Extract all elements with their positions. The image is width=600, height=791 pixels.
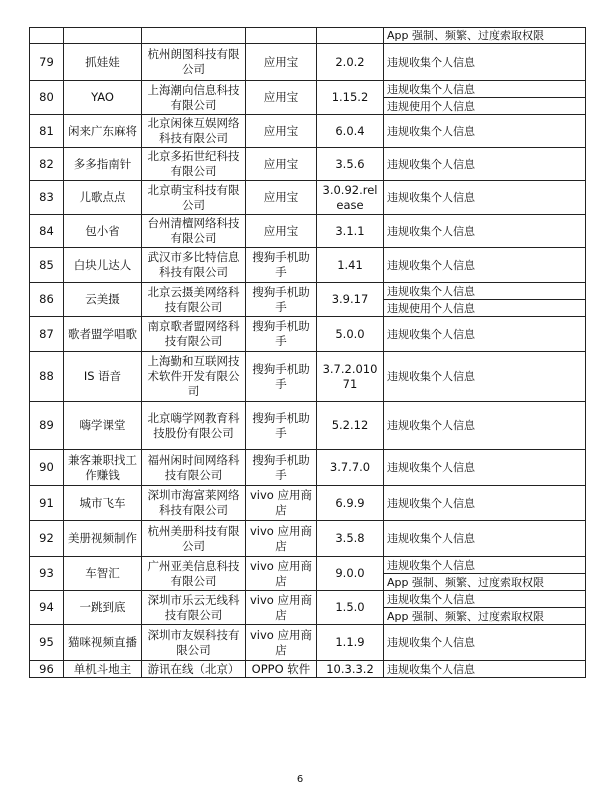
app-name: 城市飞车 <box>64 486 142 521</box>
table-row <box>30 44 586 81</box>
developer-name: 北京闲徕互娱网络科技有限公司 <box>142 115 246 148</box>
developer-name: 北京多拓世纪科技有限公司 <box>142 148 246 181</box>
row-number: 90 <box>30 450 64 486</box>
app-name <box>64 28 142 44</box>
app-store: 搜狗手机助手 <box>246 402 317 450</box>
row-number: 88 <box>30 352 64 402</box>
app-version: 6.0.4 <box>317 115 384 148</box>
app-name: 兼客兼职找工作赚钱 <box>64 450 142 486</box>
app-store: 应用宝 <box>246 148 317 181</box>
violation-issue: 违规收集个人信息 <box>384 450 586 486</box>
app-name: YAO <box>64 81 142 115</box>
app-store <box>246 28 317 44</box>
app-name: 歌者盟学唱歌 <box>64 317 142 352</box>
app-name: 美册视频制作 <box>64 521 142 557</box>
app-store: 应用宝 <box>246 181 317 215</box>
row-number: 82 <box>30 148 64 181</box>
app-store: 搜狗手机助手 <box>246 248 317 283</box>
app-store: vivo 应用商店 <box>246 486 317 521</box>
app-name: IS 语音 <box>64 352 142 402</box>
app-name: 白块儿达人 <box>64 248 142 283</box>
developer-name: 游讯在线（北京） <box>142 661 246 678</box>
app-violation-table <box>29 27 586 678</box>
app-name: 闲来广东麻将 <box>64 115 142 148</box>
app-version: 2.0.2 <box>317 44 384 81</box>
app-name: 包小省 <box>64 215 142 248</box>
row-number <box>30 28 64 44</box>
app-name: 单机斗地主 <box>64 661 142 678</box>
table-row <box>30 248 586 283</box>
app-version <box>317 28 384 44</box>
row-number: 94 <box>30 591 64 625</box>
row-number: 83 <box>30 181 64 215</box>
app-store: 搜狗手机助手 <box>246 283 317 317</box>
developer-name: 北京萌宝科技有限公司 <box>142 181 246 215</box>
table-row <box>30 148 586 181</box>
row-number: 80 <box>30 81 64 115</box>
row-number: 85 <box>30 248 64 283</box>
violation-issue: App 强制、频繁、过度索取权限 <box>384 574 586 591</box>
table-row <box>30 115 586 148</box>
app-store: 搜狗手机助手 <box>246 352 317 402</box>
developer-name: 南京歌者盟网络科技有限公司 <box>142 317 246 352</box>
developer-name: 上海勤和互联网技术软件开发有限公司 <box>142 352 246 402</box>
violation-issue: 违规收集个人信息 <box>384 283 586 300</box>
developer-name: 深圳市乐云无线科技有限公司 <box>142 591 246 625</box>
developer-name: 武汉市多比特信息科技有限公司 <box>142 248 246 283</box>
developer-name: 杭州美册科技有限公司 <box>142 521 246 557</box>
row-number: 96 <box>30 661 64 678</box>
app-name: 车智汇 <box>64 557 142 591</box>
table-body <box>30 28 586 678</box>
violation-issue: 违规收集个人信息 <box>384 486 586 521</box>
page-number: 6 <box>296 774 304 785</box>
violation-issue: 违规收集个人信息 <box>384 591 586 608</box>
app-version: 5.2.12 <box>317 402 384 450</box>
app-store: vivo 应用商店 <box>246 557 317 591</box>
app-version: 3.5.8 <box>317 521 384 557</box>
violation-issue: 违规收集个人信息 <box>384 352 586 402</box>
row-number: 84 <box>30 215 64 248</box>
table-row <box>30 557 586 574</box>
app-version: 3.0.92.release <box>317 181 384 215</box>
table-row <box>30 591 586 608</box>
app-version: 6.9.9 <box>317 486 384 521</box>
app-store: 应用宝 <box>246 44 317 81</box>
violation-issue: 违规收集个人信息 <box>384 115 586 148</box>
developer-name: 上海潮向信息科技有限公司 <box>142 81 246 115</box>
table-row <box>30 28 586 44</box>
table-row <box>30 486 586 521</box>
developer-name: 深圳市海富莱网络科技有限公司 <box>142 486 246 521</box>
violation-issue: 违规使用个人信息 <box>384 98 586 115</box>
app-name: 一跳到底 <box>64 591 142 625</box>
violation-issue: 违规收集个人信息 <box>384 661 586 678</box>
table-row <box>30 521 586 557</box>
table-row <box>30 215 586 248</box>
app-version: 3.7.7.0 <box>317 450 384 486</box>
violation-issue: 违规收集个人信息 <box>384 521 586 557</box>
app-store: 搜狗手机助手 <box>246 450 317 486</box>
app-version: 1.1.9 <box>317 625 384 661</box>
violation-issue: 违规收集个人信息 <box>384 557 586 574</box>
developer-name: 杭州朗图科技有限公司 <box>142 44 246 81</box>
app-store: 应用宝 <box>246 215 317 248</box>
table-row <box>30 450 586 486</box>
table-row <box>30 81 586 98</box>
developer-name: 深圳市友娱科技有限公司 <box>142 625 246 661</box>
developer-name: 福州闲时间网络科技有限公司 <box>142 450 246 486</box>
table-row <box>30 625 586 661</box>
row-number: 91 <box>30 486 64 521</box>
row-number: 79 <box>30 44 64 81</box>
app-store: vivo 应用商店 <box>246 591 317 625</box>
app-name: 猫咪视频直播 <box>64 625 142 661</box>
table-row <box>30 661 586 678</box>
app-name: 儿歌点点 <box>64 181 142 215</box>
developer-name <box>142 28 246 44</box>
app-name: 嗨学课堂 <box>64 402 142 450</box>
app-name: 抓娃娃 <box>64 44 142 81</box>
app-store: OPPO 软件 <box>246 661 317 678</box>
app-store: 应用宝 <box>246 81 317 115</box>
app-version: 1.15.2 <box>317 81 384 115</box>
violation-issue: 违规收集个人信息 <box>384 625 586 661</box>
table-row <box>30 283 586 300</box>
app-version: 1.5.0 <box>317 591 384 625</box>
row-number: 93 <box>30 557 64 591</box>
violation-issue: 违规收集个人信息 <box>384 44 586 81</box>
app-version: 10.3.3.2 <box>317 661 384 678</box>
violation-issue: 违规收集个人信息 <box>384 148 586 181</box>
app-version: 9.0.0 <box>317 557 384 591</box>
app-store: vivo 应用商店 <box>246 625 317 661</box>
table-row <box>30 181 586 215</box>
table-row <box>30 352 586 402</box>
developer-name: 北京云摄美网络科技有限公司 <box>142 283 246 317</box>
violation-issue: 违规收集个人信息 <box>384 402 586 450</box>
violation-issue: App 强制、频繁、过度索取权限 <box>384 28 586 44</box>
app-store: 搜狗手机助手 <box>246 317 317 352</box>
app-version: 5.0.0 <box>317 317 384 352</box>
row-number: 81 <box>30 115 64 148</box>
app-store: vivo 应用商店 <box>246 521 317 557</box>
developer-name: 台州清檀网络科技有限公司 <box>142 215 246 248</box>
violation-issue: 违规使用个人信息 <box>384 300 586 317</box>
table-row <box>30 317 586 352</box>
app-name: 云美摄 <box>64 283 142 317</box>
app-version: 1.41 <box>317 248 384 283</box>
app-store: 应用宝 <box>246 115 317 148</box>
row-number: 95 <box>30 625 64 661</box>
violation-issue: 违规收集个人信息 <box>384 317 586 352</box>
table-row <box>30 402 586 450</box>
row-number: 92 <box>30 521 64 557</box>
app-name: 多多指南针 <box>64 148 142 181</box>
violation-issue: 违规收集个人信息 <box>384 81 586 98</box>
violation-issue: 违规收集个人信息 <box>384 181 586 215</box>
app-version: 3.5.6 <box>317 148 384 181</box>
developer-name: 北京嗨学网教育科技股份有限公司 <box>142 402 246 450</box>
row-number: 87 <box>30 317 64 352</box>
row-number: 86 <box>30 283 64 317</box>
violation-issue: App 强制、频繁、过度索取权限 <box>384 608 586 625</box>
developer-name: 广州亚美信息科技有限公司 <box>142 557 246 591</box>
row-number: 89 <box>30 402 64 450</box>
app-version: 3.7.2.01071 <box>317 352 384 402</box>
app-version: 3.9.17 <box>317 283 384 317</box>
app-version: 3.1.1 <box>317 215 384 248</box>
violation-issue: 违规收集个人信息 <box>384 215 586 248</box>
violation-issue: 违规收集个人信息 <box>384 248 586 283</box>
